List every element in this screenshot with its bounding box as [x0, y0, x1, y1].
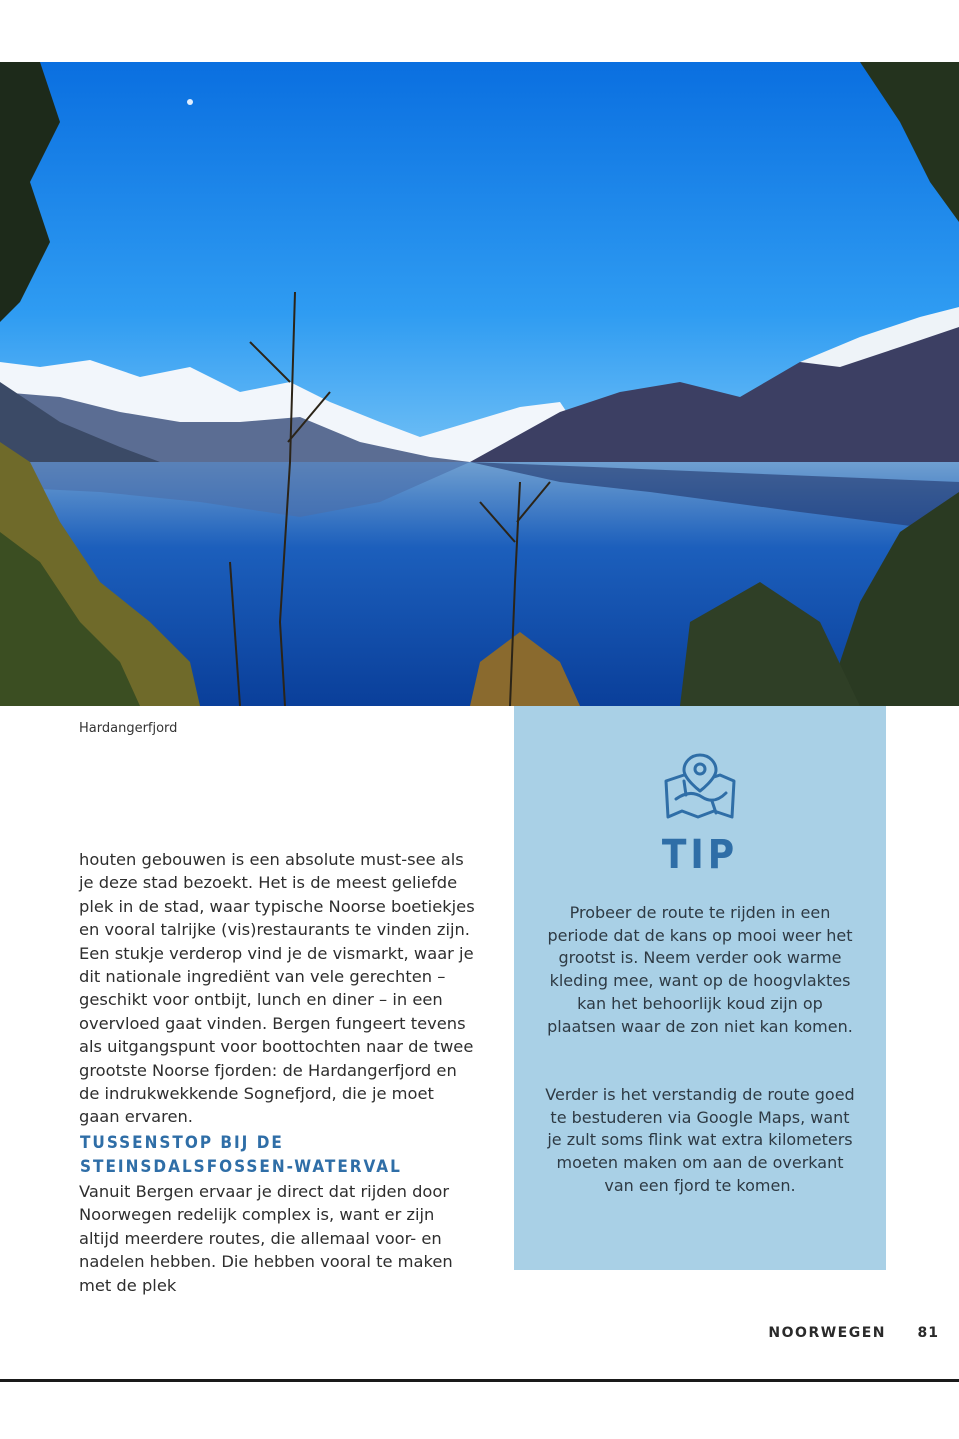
fjord-photo [0, 62, 959, 706]
page-number: 81 [917, 1325, 939, 1341]
tip-paragraph: Verder is het verstandig de route goed te bestuderen via Google Maps, want je zult soms flink wat extra kilometers moeten maken om aan de overkant van een fjord te komen. [545, 1085, 855, 1195]
tip-box [514, 706, 886, 1270]
tip-paragraph: Probeer de route te rijden in een periode dat de kans op mooi weer het grootst is. Neem verder ook warme kleding mee, want op de hoogvlaktes kan het behoorlijk koud zijn op plaatsen waar de zon niet kan komen. [547, 903, 853, 1036]
section-heading: TUSSENSTOP BIJ DE STEINSDALSFOSSEN-WATERVAL [80, 1133, 402, 1177]
bottom-rule [0, 1379, 959, 1382]
tip-title: TIP [661, 832, 739, 878]
article-paragraph: houten gebouwen is een absolute must-see als je deze stad bezoekt. Het is de meest geliefde plek in de stad, waar typische Noorse boetiekjes en vooral talrijke (vis)restaurants te vinden zijn. Een stukje verderop vind je de vismarkt, waar je dit nationale ingrediënt van vele gerechten – geschikt voor ontbijt, lunch en diner – in een overvloed gaat vinden. Bergen fungeert tevens als uitgangspunt voor boottochten naar de twee grootste Noorse fjorden: de Hardangerfjord en de indrukwekkende Sognefjord, die je moet gaan ervaren. [79, 850, 475, 1127]
map-pin-icon [662, 751, 738, 825]
article-paragraph: Vanuit Bergen ervaar je direct dat rijden door Noorwegen redelijk complex is, want er zijn altijd meerdere routes, die allemaal voor- en nadelen hebben. Die hebben vooral te maken met de plek [79, 1182, 453, 1295]
footer-section-label: NOORWEGEN [768, 1325, 886, 1341]
photo-caption: Hardangerfjord [79, 721, 178, 736]
